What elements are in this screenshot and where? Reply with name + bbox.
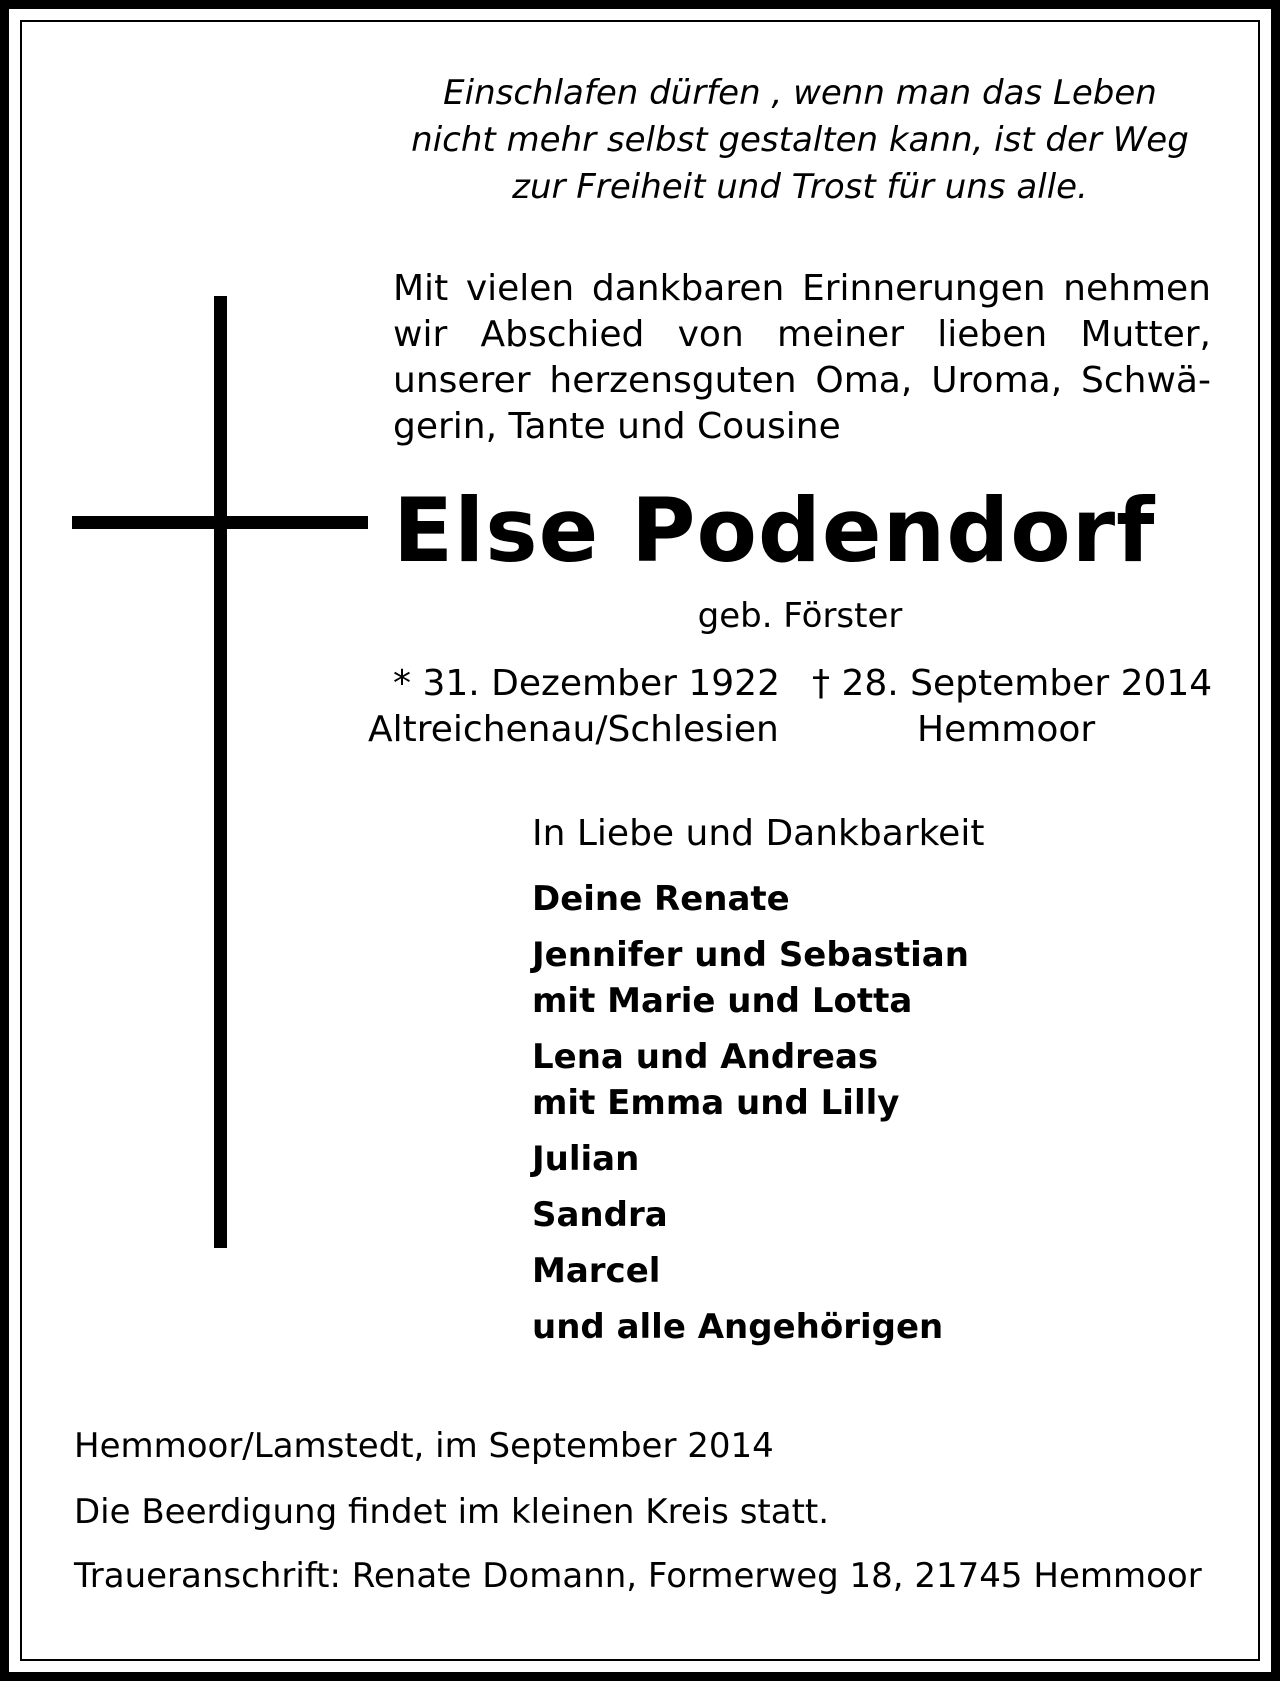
mourner-group	[532, 932, 969, 1024]
mourner-group	[532, 1136, 969, 1182]
birth-place: Altreichenau/Schlesien	[368, 709, 779, 750]
mourning-address: Traueranschrift: Renate Domann, Formerweg 18, 21745 Hemmoor	[74, 1556, 1202, 1596]
signature-intro: In Liebe und Dankbarkeit	[532, 813, 985, 854]
mourner-group	[532, 1304, 969, 1350]
intro-line: Mit vielen dankbaren Erinnerungen nehmen	[393, 268, 1211, 309]
place-date: Hemmoor/Lamstedt, im September 2014	[74, 1426, 774, 1466]
mourner-name: Deine Renate	[532, 879, 790, 919]
motto-line: Einschlafen dürfen , wenn man das Leben	[443, 73, 1157, 113]
maiden-name: geb. Förster	[697, 596, 903, 636]
mourner-name: mit Marie und Lotta	[532, 981, 913, 1021]
mourner-name: Julian	[532, 1139, 640, 1179]
funeral-note: Die Beerdigung findet im kleinen Kreis statt.	[74, 1492, 830, 1532]
mourner-group	[532, 1248, 969, 1294]
death-place: Hemmoor	[917, 709, 1096, 750]
intro-text	[393, 266, 1211, 450]
intro-line: unserer herzensguten Oma, Uroma, Schwä-	[393, 360, 1211, 401]
deceased-name: Else Podendorf	[393, 479, 1156, 582]
cross-icon-horizontal-bar	[72, 516, 368, 529]
death-date: † 28. September 2014	[812, 663, 1213, 704]
birth-date: * 31. Dezember 1922	[393, 663, 780, 704]
mourner-name: Sandra	[532, 1195, 668, 1235]
motto-line: nicht mehr selbst gestalten kann, ist der Weg	[411, 120, 1189, 160]
mourner-group	[532, 1192, 969, 1238]
mourner-name: Lena und Andreas	[532, 1037, 879, 1077]
cross-icon-vertical-bar	[214, 296, 227, 1248]
mourner-name: Marcel	[532, 1251, 661, 1291]
intro-line: wir Abschied von meiner lieben Mutter,	[393, 314, 1211, 355]
motto	[380, 70, 1220, 211]
mourners-list	[532, 876, 969, 1360]
motto-line: zur Freiheit und Trost für uns alle.	[512, 167, 1088, 207]
mourner-name: mit Emma und Lilly	[532, 1083, 900, 1123]
intro-line: gerin, Tante und Cousine	[393, 406, 841, 447]
mourner-group	[532, 1034, 969, 1126]
mourner-name: und alle Angehörigen	[532, 1307, 944, 1347]
mourner-group	[532, 876, 969, 922]
mourner-name: Jennifer und Sebastian	[532, 935, 969, 975]
